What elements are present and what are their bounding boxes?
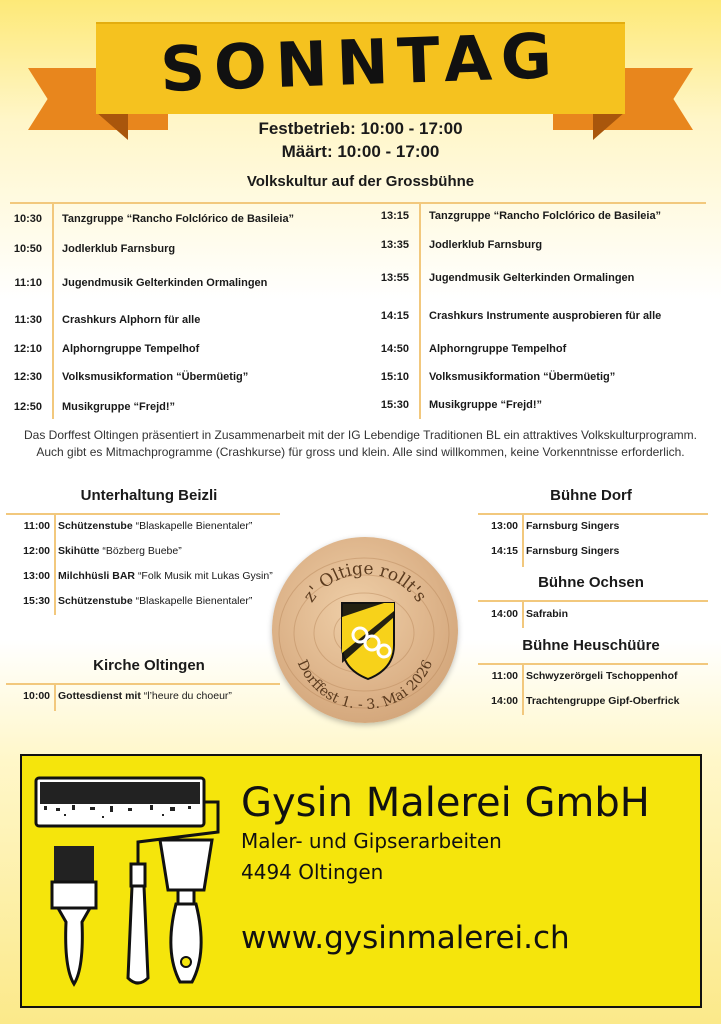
schedule-time: 14:15: [380, 310, 409, 322]
list-item: [6, 520, 252, 532]
schedule-act: Tanzgruppe “Rancho Folclórico de Basileia”: [62, 213, 295, 225]
paint-brush-icon: [52, 846, 96, 984]
item-venue: Gottesdienst mit: [58, 690, 141, 702]
spatula-icon: [160, 840, 212, 982]
item-text: [518, 695, 679, 707]
list-item: [478, 670, 678, 682]
buehne-heuschueuere-heading: Bühne Heuschüüre: [522, 637, 660, 654]
schedule-time: 11:10: [14, 277, 42, 289]
item-text: [518, 520, 619, 532]
painting-tools-illustration: [32, 772, 228, 994]
schedule-row: [375, 201, 661, 231]
schedule-row: [375, 230, 542, 260]
item-time: 13:00: [23, 570, 50, 582]
unterhaltung-divider: [6, 513, 280, 515]
schedule-act: Crashkurs Alphorn für alle: [62, 314, 201, 326]
schedule-row: [8, 305, 200, 335]
schedule-time: 12:30: [13, 371, 42, 383]
company-address: 4494 Oltingen: [241, 860, 384, 884]
item-act: “Folk Musik mit Lukas Gysin”: [137, 570, 273, 582]
item-act: “Blaskapelle Bienentaler”: [135, 520, 253, 532]
item-text: [50, 570, 273, 582]
schedule-time: 13:55: [380, 272, 409, 284]
company-website-link[interactable]: www.gysinmalerei.ch: [241, 920, 570, 956]
item-text: [518, 670, 678, 682]
maert-hours: Määrt: 10:00 - 17:00: [281, 142, 440, 161]
item-act: “Bözberg Buebe”: [102, 545, 182, 557]
buehne-dorf-divider: [478, 513, 708, 515]
item-text: [518, 608, 568, 620]
item-time: 12:00: [23, 545, 50, 557]
item-name: Schwyzerörgeli Tschoppenhof: [526, 670, 678, 682]
horseshoe-crest-icon: [342, 603, 394, 679]
schedule-act: Crashkurs Instrumente ausprobieren für alle: [429, 310, 662, 322]
schedule-act: Tanzgruppe “Rancho Folclórico de Basileia”: [429, 210, 662, 222]
schedule-row: [8, 362, 248, 392]
kirche-divider: [6, 683, 280, 685]
list-item: [6, 570, 273, 582]
list-item: [6, 545, 182, 557]
schedule-act: Jodlerklub Farnsburg: [429, 239, 543, 251]
item-name: Farnsburg Singers: [526, 520, 620, 532]
logo-top-text: z' Oltige rollt's: [299, 558, 431, 607]
schedule-act: Alphorngruppe Tempelhof: [62, 343, 200, 355]
item-time: 13:00: [491, 520, 518, 532]
item-time: 11:00: [23, 520, 50, 532]
item-time: 14:15: [491, 545, 518, 557]
item-time: 14:00: [491, 695, 518, 707]
item-venue: Schützenstube: [58, 520, 133, 532]
festival-logo-disc: [272, 537, 458, 723]
schedule-act: Volksmusikformation “Übermüetig”: [62, 371, 249, 383]
schedule-row: [8, 392, 175, 422]
schedule-row: [8, 268, 267, 298]
schedule-row: [375, 334, 566, 364]
schedule-time: 14:50: [380, 343, 409, 355]
schedule-act: Jodlerklub Farnsburg: [62, 243, 176, 255]
schedule-row: [375, 362, 615, 392]
company-services: Maler- und Gipserarbeiten: [241, 829, 502, 853]
item-venue: Schützenstube: [58, 595, 133, 607]
schedule-row: [375, 263, 634, 293]
schedule-time: 12:10: [13, 343, 42, 355]
festbetrieb-hours: Festbetrieb: 10:00 - 17:00: [258, 119, 463, 138]
item-time: 14:00: [491, 608, 518, 620]
schedule-row: [375, 390, 542, 420]
company-name: Gysin Malerei GmbH: [241, 780, 650, 826]
logo-bottom-text: Dorffest 1. - 3. Mai 2026: [293, 657, 437, 714]
schedule-time: 15:10: [380, 371, 409, 383]
buehne-ochsen-divider: [478, 600, 708, 602]
buehne-dorf-heading: Bühne Dorf: [550, 487, 632, 504]
schedule-row: [8, 234, 175, 264]
item-text: [50, 595, 252, 607]
list-item: [478, 545, 619, 557]
intro-text: Das Dorffest Oltingen präsentiert in Zusammenarbeit mit der IG Lebendige Traditionen BL ein attraktives Volkskulturprogramm. Auch gibt es Mitmachprogramme (Crashkurse) für gross und klein. Alle sind willkommen, keine Vorkenntnisse erforderlich.: [24, 428, 697, 459]
schedule-time: 12:50: [13, 401, 42, 413]
schedule-act: Musikgruppe “Frejd!”: [429, 399, 543, 411]
buehne-ochsen-heading: Bühne Ochsen: [538, 574, 644, 591]
schedule-time: 13:15: [380, 210, 409, 222]
unterhaltung-heading: Unterhaltung Beizli: [80, 487, 218, 504]
schedule-time: 15:30: [380, 399, 409, 411]
item-text: [50, 545, 182, 557]
grossbuehne-heading: Volkskultur auf der Grossbühne: [246, 173, 475, 190]
item-text: [50, 520, 252, 532]
item-act: “Blaskapelle Bienentaler”: [135, 595, 253, 607]
list-item: [478, 695, 679, 707]
schedule-time: 10:30: [13, 213, 42, 225]
buehne-heuschueuere-divider: [478, 663, 708, 665]
item-venue: Milchhüsli BAR: [58, 570, 136, 582]
item-text: [518, 545, 619, 557]
item-name: Safrabin: [526, 608, 569, 620]
schedule-act: Jugendmusik Gelterkinden Ormalingen: [62, 277, 268, 289]
schedule-time: 13:35: [380, 239, 409, 251]
item-time: 10:00: [23, 690, 50, 702]
schedule-act: Alphorngruppe Tempelhof: [429, 343, 567, 355]
list-item: [6, 595, 252, 607]
list-item: [6, 690, 232, 702]
schedule-act: Volksmusikformation “Übermüetig”: [429, 371, 616, 383]
schedule-row: [375, 301, 661, 331]
item-name: Farnsburg Singers: [526, 545, 620, 557]
item-time: 11:00: [491, 670, 518, 682]
list-item: [478, 608, 568, 620]
item-time: 15:30: [23, 595, 50, 607]
item-venue: Skihütte: [58, 545, 100, 557]
page-title: SONNTAG: [159, 19, 562, 106]
schedule-act: Musikgruppe “Frejd!”: [62, 401, 176, 413]
schedule-row: [8, 334, 199, 364]
list-item: [478, 520, 619, 532]
item-act: “l’heure du choeur”: [143, 690, 232, 702]
schedule-act: Jugendmusik Gelterkinden Ormalingen: [429, 272, 635, 284]
schedule-time: 11:30: [14, 314, 42, 326]
item-name: Trachtengruppe Gipf-Oberfrick: [526, 695, 680, 707]
schedule-row: [8, 204, 294, 234]
schedule-time: 10:50: [13, 243, 42, 255]
item-text: [50, 690, 232, 702]
kirche-heading: Kirche Oltingen: [93, 657, 205, 674]
